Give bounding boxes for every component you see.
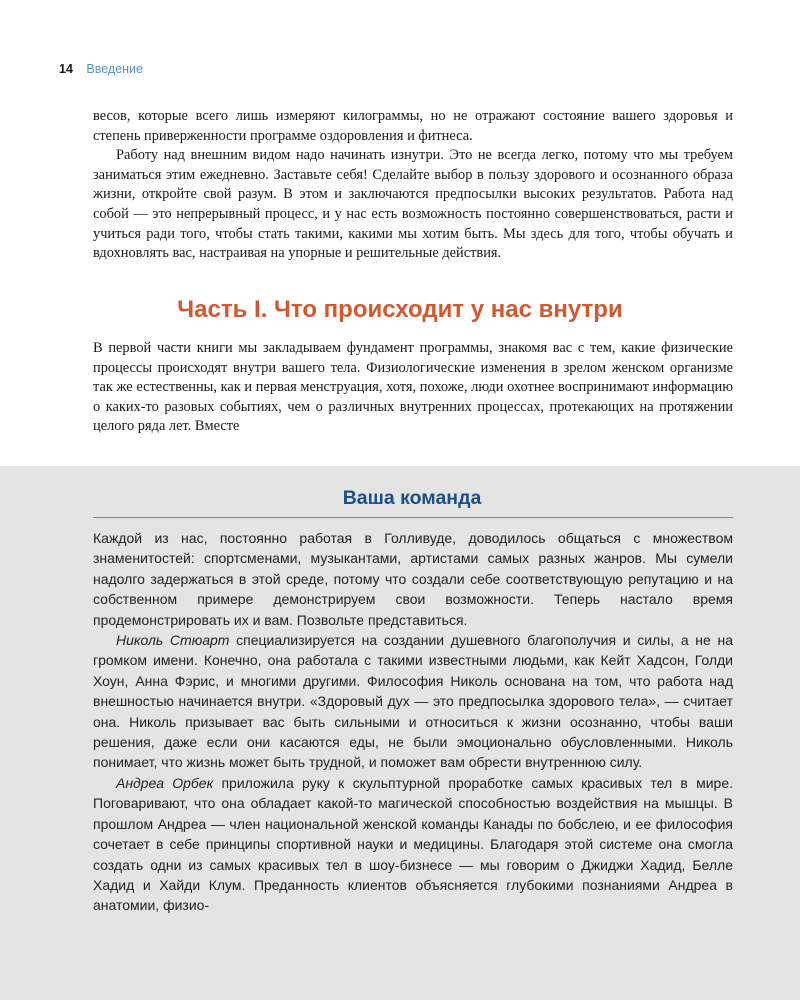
page-number: 14 [59, 62, 73, 76]
person-description: специализируется на создании душевного благополучия и силы, а не на громком имени. Конечно, она работала с такими известными людьми, как Кейт Хадсон, Голди Хоун, Анна Фэрис, и многими другими. Философия Николь основана на том, что работа над внешностью начинается внутри. «Здоровый дух — это предпосылка здорового тела», — считает она. Николь призывает вас быть сильными и относиться к жизни осознанно, чтобы ваши решения, даже если они касаются еды, не были эмоционально обусловленными. Николь понимает, что жизнь может быть трудной, и поможет вам обрести внутреннюю силу. [93, 632, 734, 771]
sidebar-text [93, 528, 733, 916]
intro-paragraph: Работу над внешним видом надо начинать изнутри. Это не всегда легко, потому что мы требуем заниматься этим ежедневно. Заставьте себя! Сделайте выбор в пользу здорового и осознанного образа жизни, откройте свой разум. В этом и заключаются предпосылки высоких результатов. Работа над собой — это непрерывный процесс, и у нас есть возможность постоянно совершенствоваться, расти и учиться ради того, чтобы стать такими, какими мы хотим быть. Мы здесь для того, чтобы обучать и вдохновлять вас, настраивая на упорные и решительные действия. [93, 147, 733, 262]
person-name: Андреа Орбек [116, 774, 214, 791]
sidebar-paragraph: Каждой из нас, постоянно работая в Голливуде, доводилось общаться с множеством знаменитостей: спортсменами, музыкантами, артистами самых разных жанров. Мы сумели надолго задержаться в этой среде, потому что создали себе соответствующую репутацию и на собственном примере демонстрируем свои возможности. Теперь настало время продемонстрировать их и вам. Позвольте представиться. [93, 530, 733, 628]
sidebar-title: Ваша команда [342, 487, 482, 509]
section-name: Введение [86, 62, 143, 76]
part-title: Часть I. Что происходит у нас внутри [177, 296, 623, 323]
running-header [59, 62, 143, 76]
person-name: Николь Стюарт [116, 632, 230, 649]
sidebar-paragraph [93, 630, 733, 773]
intro-text [93, 107, 733, 264]
intro-paragraph: весов, которые всего лишь измеряют килограммы, но не отражают состояние вашего здоровья и степень приверженности программе оздоровления и фитнеса. [93, 108, 733, 144]
part-text [93, 339, 733, 437]
part-paragraph: В первой части книги мы закладываем фундамент программы, знакомя вас с тем, какие физические процессы происходят внутри вашего тела. Физиологические изменения в зрелом женском организме так же естественны, как и первая менструация, хотя, похоже, люди охотнее воспринимают информацию о каких-то разовых событиях, чем о различных внутренних процессах, протекающих на протяжении целого ряда лет. Вместе [93, 340, 733, 435]
sidebar-paragraph [93, 773, 733, 916]
sidebar-divider [93, 517, 733, 518]
person-description: приложила руку к скульптурной проработке самых красивых тел в мире. Поговаривают, что она обладает какой-то магической способностью воздействия на мышцы. В прошлом Андреа — член национальной женской команды Канады по бобслею, и ее философия сочетает в себе принципы спортивной науки и медицины. Благодаря этой системе она смогла создать одни из самых красивых тел в шоу-бизнесе — мы говорим о Джиджи Хадид, Белле Хадид и Хайди Клум. Преданность клиентов объясняется глубокими познаниями Андреа в анатомии, физио- [93, 774, 733, 914]
team-sidebar [0, 466, 800, 1000]
